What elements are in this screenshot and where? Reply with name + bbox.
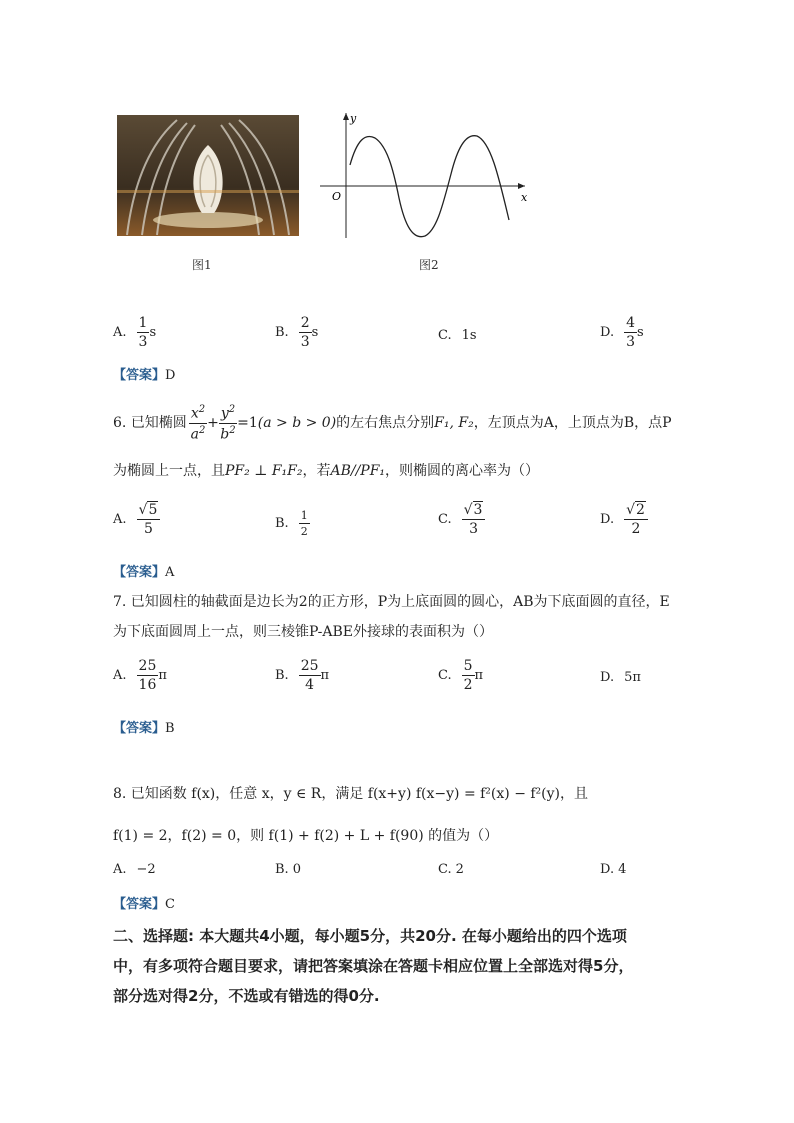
q6-stem-line2: 为椭圆上一点，且PF₂ ⊥ F₁F₂，若AB//PF₁，则椭圆的离心率为（） [113, 463, 540, 479]
y-axis-arrow [343, 113, 349, 120]
q7-option-d: D. 5π [600, 670, 641, 685]
q6-option-c: C. $\frac{√3}{3}$ [438, 503, 485, 536]
figure-2-caption: 图2 [419, 258, 439, 272]
q8-answer: 【答案】C [113, 897, 175, 912]
q8-option-b: B. 0 [275, 862, 301, 877]
q6-option-d: D. $\frac{√2}{2}$ [600, 503, 648, 536]
q7-option-a: A. $\frac{25}{16}$ π [113, 658, 167, 693]
q6-stem-line1: 6. 已知椭圆 $\frac{x^2}{a^2}$ + $\frac{y^2}{b^2}$ =1 (a > b > 0) 的左右焦点分别 F₁, F₂ ，左顶点为A，上顶点为B，点P [113, 404, 672, 443]
q7-stem-line1: 7. 已知圆柱的轴截面是边长为2的正方形，P为上底面圆的圆心，AB为下底面圆的直径，E [113, 594, 670, 610]
q6-answer: 【答案】A [113, 565, 175, 580]
section-2-instructions: 二、选择题: 本大题共4小题，每小题5分，共20分. 在每小题给出的四个选项 中，有多项符合题目要求，请把答案填涂在答题卡相应位置上全部选对得5分， 部分选对得2分，不选或有错选的得0分. [113, 927, 634, 1005]
x-axis-arrow [518, 183, 525, 189]
q5-answer: 【答案】D [113, 368, 176, 383]
q7-option-c: C. $\frac{5}{2}$ π [438, 658, 484, 693]
q5-option-c: C. 1s [438, 328, 477, 343]
q8-stem-line1: 8. 已知函数 f(x)，任意 x，y ∈ R，满足 f(x+y) f(x−y) = f²(x) − f²(y)，且 [113, 786, 589, 802]
q7-option-b: B. $\frac{25}{4}$ π [275, 658, 330, 693]
q6-option-a: A. $\frac{√5}{5}$ [113, 503, 160, 536]
q8-option-a: A. −2 [113, 862, 156, 877]
x-axis-label: x [521, 191, 528, 204]
q8-stem-line2: f(1) = 2，f(2) = 0，则 f(1) + f(2) + L + f(90) 的值为（） [113, 828, 499, 844]
q6-option-b: B. $\frac{1}{2}$ [275, 509, 308, 538]
q8-option-d: D. 4 [600, 862, 627, 877]
y-axis-label: y [350, 112, 357, 125]
sculpture-image [117, 115, 299, 236]
origin-label: O [332, 190, 342, 203]
q5-option-b: B. $\frac{2}{3}$ s [275, 315, 319, 350]
figure-2-sine-graph [315, 108, 535, 243]
q5-option-d: D. $\frac{4}{3}$ s [600, 315, 644, 350]
figure-1-caption: 图1 [192, 258, 212, 272]
q7-answer: 【答案】B [113, 721, 175, 736]
figure-1-photo [117, 115, 299, 236]
q8-option-c: C. 2 [438, 862, 464, 877]
q5-option-a: A. $\frac{1}{3}$ s [113, 315, 157, 350]
q7-stem-line2: 为下底面圆周上一点，则三棱锥P-ABE外接球的表面积为（） [113, 624, 494, 640]
